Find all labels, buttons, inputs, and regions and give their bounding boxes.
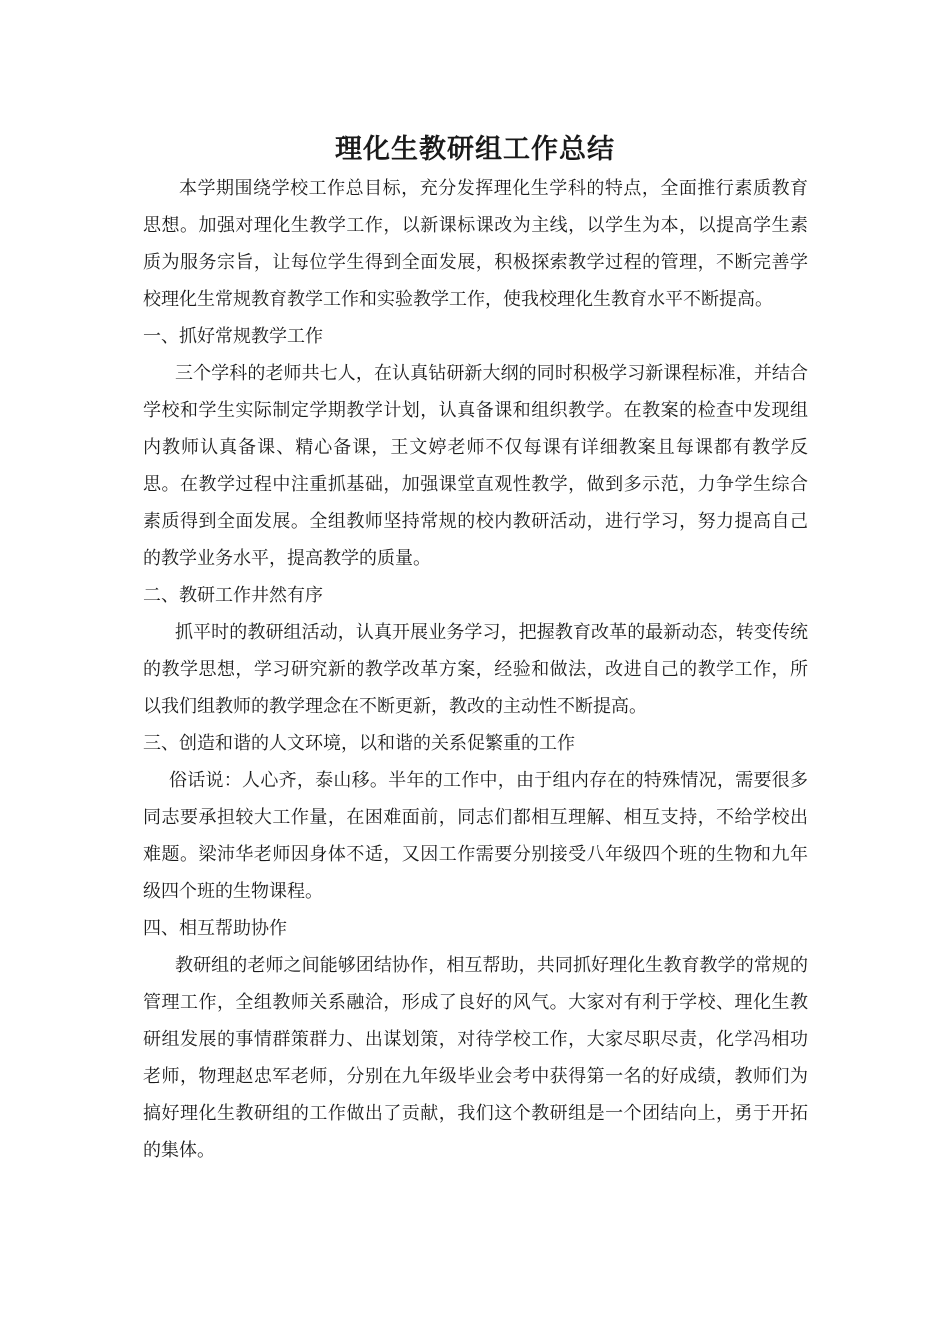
section-heading-4: 四、相互帮助协作 bbox=[143, 918, 287, 939]
intro-paragraph: 本学期围绕学校工作总目标，充分发挥理化生学科的特点，全面推行素质教育思想。加强对理化生教学工作，以新课标课改为主线，以学生为本，以提高学生素质为服务宗旨，让每位学生得到全面发展，积极探索教学过程的管理，不断完善学校理化生常规教育教学工作和实验教学工作，使我校理化生教育水平不断提高。 bbox=[143, 178, 808, 310]
document-body bbox=[143, 170, 808, 1169]
document-title: 理化生教研组工作总结 bbox=[335, 134, 615, 165]
section-body-4: 教研组的老师之间能够团结协作，相互帮助，共同抓好理化生教育教学的常规的管理工作，全组教师关系融洽，形成了良好的风气。大家对有利于学校、理化生教研组发展的事情群策群力、出谋划策，对待学校工作，大家尽职尽责，化学冯相功老师，物理赵忠军老师，分别在九年级毕业会考中获得第一名的好成绩，教师们为搞好理化生教研组的工作做出了贡献，我们这个教研组是一个团结向上，勇于开拓的集体。 bbox=[143, 955, 808, 1161]
section-heading-1: 一、抓好常规教学工作 bbox=[143, 326, 323, 347]
section-body-2: 抓平时的教研组活动，认真开展业务学习，把握教育改革的最新动态，转变传统的教学思想，学习研究新的教学改革方案，经验和做法，改进自己的教学工作，所以我们组教师的教学理念在不断更新，教改的主动性不断提高。 bbox=[143, 622, 808, 717]
section-heading-3: 三、创造和谐的人文环境，以和谐的关系促繁重的工作 bbox=[143, 733, 575, 754]
section-body-1: 三个学科的老师共七人，在认真钻研新大纲的同时积极学习新课程标准，并结合学校和学生实际制定学期教学计划，认真备课和组织教学。在教案的检查中发现组内教师认真备课、精心备课，王文婷老师不仅每课有详细教案且每课都有教学反思。在教学过程中注重抓基础，加强课堂直观性教学，做到多示范，力争学生综合素质得到全面发展。全组教师坚持常规的校内教研活动，进行学习，努力提高自己的教学业务水平，提高教学的质量。 bbox=[143, 363, 808, 569]
section-body-3: 俗话说：人心齐，泰山移。半年的工作中，由于组内存在的特殊情况，需要很多同志要承担较大工作量，在困难面前，同志们都相互理解、相互支持，不给学校出难题。梁沛华老师因身体不适，又因工作需要分别接受八年级四个班的生物和九年级四个班的生物课程。 bbox=[143, 770, 808, 902]
section-heading-2: 二、教研工作井然有序 bbox=[143, 585, 323, 606]
